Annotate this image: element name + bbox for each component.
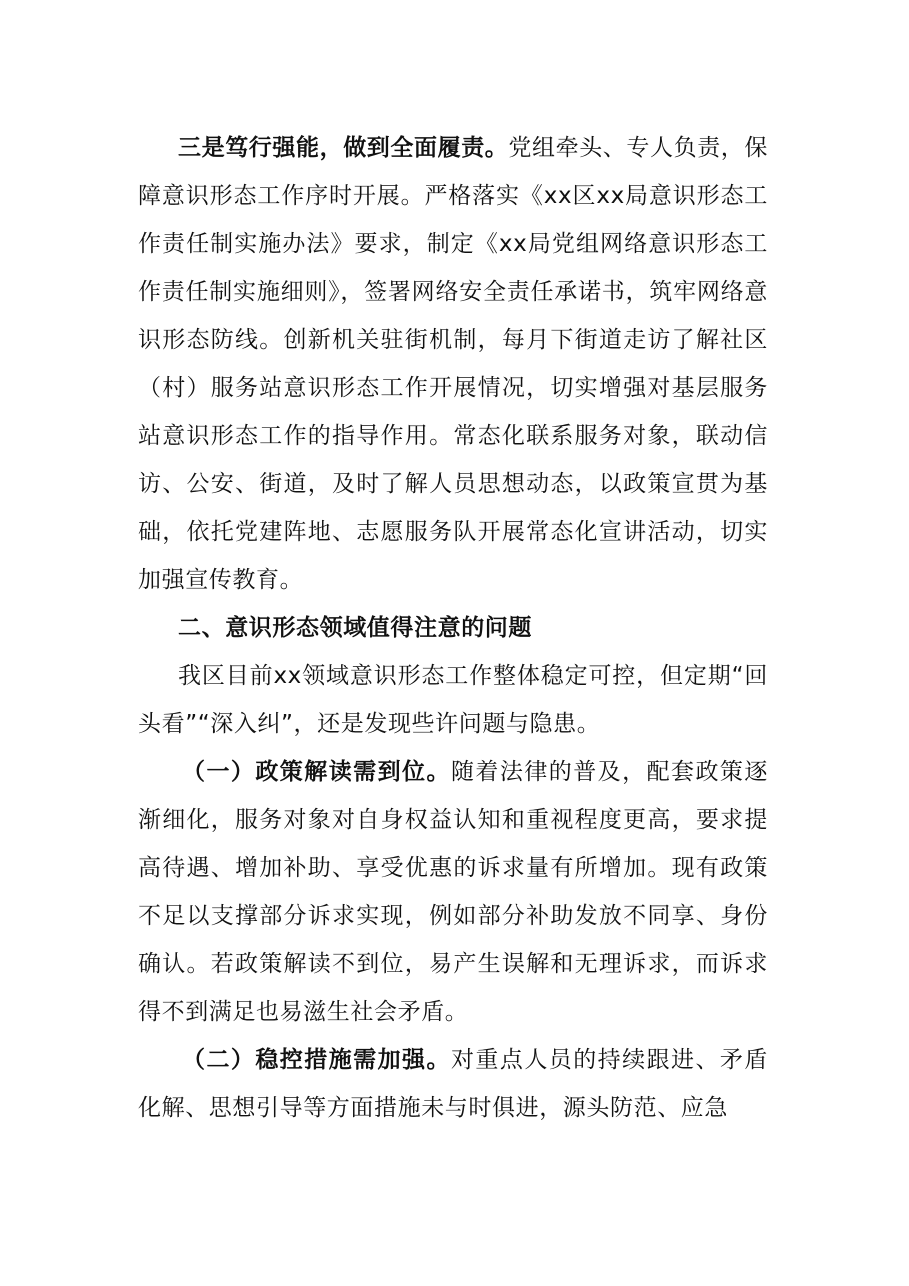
paragraph-lead: 三是笃行强能，做到全面履责。 <box>178 135 509 161</box>
section-heading: 二、意识形态领域值得注意的问题 <box>178 615 532 641</box>
paragraph-text: 对重点人员的持续跟进、矛盾化解、思想引导等方面措施未与时俱进，源头防范、应急 <box>138 1047 768 1121</box>
paragraph-text: 随着法律的普及，配套政策逐渐细化，服务对象对自身权益认知和重视程度更高，要求提高待遇、增加补助、享受优惠的诉求量有所增加。现有政策不足以支撑部分诉求实现，例如部分补助发放不同享、身份确认。若政策解读不到位，易产生误解和无理诉求，而诉求得不到满足也易滋生社会矛盾。 <box>138 759 768 1025</box>
paragraph-lead: （二）稳控措施需加强。 <box>182 1047 451 1073</box>
paragraph-lead: （一）政策解读需到位。 <box>182 759 451 785</box>
paragraph-text: 党组牵头、专人负责，保障意识形态工作序时开展。严格落实《xx区xx局意识形态工作责任制实施办法》要求，制定《xx局党组网络意识形态工作责任制实施细则》，签署网络安全责任承诺书，筑牢网络意识形态防线。创新机关驻街机制，每月下街道走访了解社区（村）服务站意识形态工作开展情况，切实增强对基层服务站意识形态工作的指导作用。常态化联系服务对象，联动信访、公安、街道，及时了解人员思想动态，以政策宣贯为基础，依托党建阵地、志愿服务队开展常态化宣讲活动，切实加强宣传教育。 <box>138 135 769 593</box>
paragraph-stability <box>138 1036 768 1132</box>
paragraph-overview <box>138 652 768 748</box>
paragraph-text: 我区目前xx领域意识形态工作整体稳定可控，但定期“回头看”“深入纠”，还是发现些许问题与隐患。 <box>138 663 768 737</box>
paragraph-duties <box>138 124 768 604</box>
document-body <box>138 124 768 1132</box>
paragraph-policy <box>138 748 768 1036</box>
